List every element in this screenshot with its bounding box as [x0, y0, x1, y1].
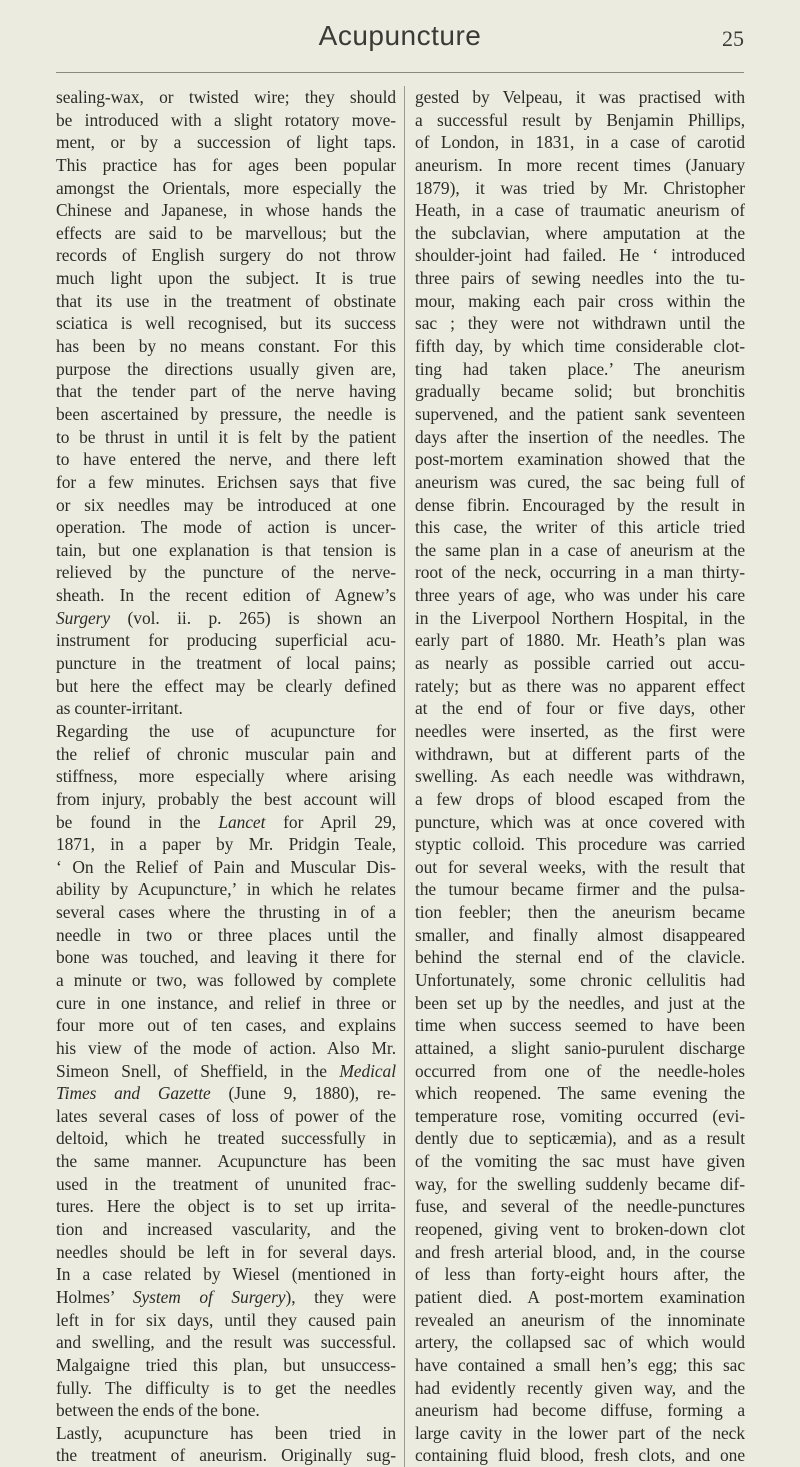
text-line: but here the effect may be clearly defined — [56, 675, 396, 696]
text-line: lates several cases of loss of power of the — [56, 1105, 396, 1126]
header-rule — [56, 72, 744, 73]
page-header — [56, 18, 744, 74]
text-line: aneurism was cured, the sac being full of — [415, 471, 745, 492]
text-line: a minute or two, was followed by complete — [56, 969, 396, 990]
text-line: needles should be left in for several days. — [56, 1241, 396, 1262]
text-line: cure in one instance, and relief in three or — [56, 992, 396, 1013]
text-line: Heath, in a case of traumatic aneurism of — [415, 200, 745, 221]
text-line: of London, in 1831, in a case of carotid — [415, 132, 745, 153]
text-line: tion feebler; then the aneurism became — [415, 902, 745, 923]
text-line: be introduced with a slight rotatory move- — [56, 109, 396, 130]
text-line: time when success seemed to have been — [415, 1015, 745, 1036]
text-line: bone was touched, and leaving it there for — [56, 947, 396, 968]
text-line: 1879), it was tried by Mr. Christopher — [415, 177, 745, 198]
text-line: to be thrust in until it is felt by the patient — [56, 426, 396, 447]
text-line: rately; but as there was no apparent effect — [415, 675, 745, 696]
text-line: relieved by the puncture of the nerve- — [56, 562, 396, 583]
right-text-column — [404, 86, 745, 1467]
text-line: sheath. In the recent edition of Agnew’s — [56, 585, 396, 606]
left-text-column — [56, 86, 396, 1467]
text-line: large cavity in the lower part of the neck — [415, 1422, 745, 1443]
text-line: a few drops of blood escaped from the — [415, 788, 745, 809]
text-line: days after the insertion of the needles. The — [415, 426, 745, 447]
text-line: sealing-wax, or twisted wire; they should — [56, 87, 396, 107]
text-line: Chinese and Japanese, in whose hands the — [56, 200, 396, 221]
text-line: 1871, in a paper by Mr. Pridgin Teale, — [56, 834, 396, 855]
text-line: root of the neck, occurring in a man thirty- — [415, 562, 745, 583]
text-line: this case, the writer of this article tried — [415, 517, 745, 538]
text-line: fifth day, by which time considerable clot- — [415, 336, 745, 357]
text-line: containing fluid blood, fresh clots, and one — [415, 1445, 745, 1466]
text-line: as counter-irritant. — [56, 698, 183, 719]
text-line: temperature rose, vomiting occurred (evi- — [415, 1105, 745, 1126]
text-line: swelling. As each needle was withdrawn, — [415, 766, 745, 787]
text-line: needles were inserted, as the first were — [415, 720, 745, 741]
text-line: three years of age, who was under his care — [415, 585, 745, 606]
text-line: four more out of ten cases, and explains — [56, 1015, 396, 1036]
text-line: several cases where the thrusting in of a — [56, 902, 396, 923]
text-line: stiffness, more especially where arising — [56, 766, 396, 787]
text-line: that the tender part of the nerve having — [56, 381, 396, 402]
text-line: to have entered the nerve, and there left — [56, 449, 396, 470]
text-line: occurred from one of the needle-holes — [415, 1060, 745, 1081]
text-line: the subclavian, where amputation at the — [415, 222, 745, 243]
text-line: of less than forty-eight hours after, the — [415, 1264, 745, 1285]
text-line: This practice has for ages been popular — [56, 154, 396, 175]
text-line: has been by no means constant. For this — [56, 336, 396, 357]
text-line: way, for the swelling suddenly became dif- — [415, 1173, 745, 1194]
text-line: sac ; they were not withdrawn until the — [415, 313, 745, 334]
text-line: tain, but one explanation is that tension is — [56, 539, 396, 560]
text-line: used in the treatment of ununited frac- — [56, 1173, 396, 1194]
text-line: ‘ On the Relief of Pain and Muscular Dis- — [56, 856, 396, 877]
text-line: and fresh arterial blood, and, in the course — [415, 1241, 745, 1262]
text-line: supervened, and the patient sank seventeen — [415, 403, 745, 424]
text-line: for a few minutes. Erichsen says that five — [56, 471, 396, 492]
text-line: from injury, probably the best account will — [56, 788, 396, 809]
text-line: reopened, giving vent to broken-down clot — [415, 1219, 745, 1240]
text-line: Surgery (vol. ii. p. 265) is shown an — [56, 607, 396, 628]
text-line: tion and increased vascularity, and the — [56, 1219, 396, 1240]
text-line: been ascertained by pressure, the needle is — [56, 403, 396, 424]
text-line: gested by Velpeau, it was practised with — [415, 87, 745, 107]
text-line: Lastly, acupuncture has been tried in — [56, 1422, 396, 1443]
text-line: have contained a small hen’s egg; this sac — [415, 1354, 745, 1375]
page-number: 25 — [722, 26, 744, 51]
text-line: at the end of four or five days, other — [415, 698, 745, 719]
text-line: fully. The difficulty is to get the needles — [56, 1377, 396, 1398]
text-line: had evidently recently given way, and the — [415, 1377, 745, 1398]
text-line: as nearly as possible carried out accu- — [415, 653, 745, 674]
text-line: Times and Gazette (June 9, 1880), re- — [56, 1083, 396, 1104]
text-line: Holmes’ System of Surgery), they were — [56, 1286, 396, 1307]
text-line: revealed an aneurism of the innominate — [415, 1309, 745, 1330]
text-line: Unfortunately, some chronic cellulitis had — [415, 969, 745, 990]
text-line: patient died. A post-mortem examination — [415, 1286, 745, 1307]
text-line: his view of the mode of action. Also Mr. — [56, 1037, 396, 1058]
text-line: the same manner. Acupuncture has been — [56, 1151, 396, 1172]
text-line: Regarding the use of acupuncture for — [56, 720, 396, 741]
text-line: sciatica is well recognised, but its success — [56, 313, 396, 334]
text-line: withdrawn, but at different parts of the — [415, 743, 745, 764]
text-line: which reopened. The same evening the — [415, 1083, 745, 1104]
text-line: much light upon the subject. It is true — [56, 268, 396, 289]
text-line: deltoid, which he treated successfully in — [56, 1128, 396, 1149]
text-line: gradually became solid; but bronchitis — [415, 381, 745, 402]
running-title: Acupuncture — [318, 20, 482, 51]
text-line: the same plan in a case of aneurism at the — [415, 539, 745, 560]
text-line: aneurism had become diffuse, forming a — [415, 1400, 745, 1421]
text-line: tures. Here the object is to set up irrita- — [56, 1196, 396, 1217]
text-line: left in for six days, until they caused pain — [56, 1309, 396, 1330]
text-line: three pairs of sewing needles into the tu- — [415, 268, 745, 289]
text-line: the relief of chronic muscular pain and — [56, 743, 396, 764]
text-line: In a case related by Wiesel (mentioned in — [56, 1264, 396, 1285]
text-line: that its use in the treatment of obstinate — [56, 290, 396, 311]
text-line: the treatment of aneurism. Originally sug- — [56, 1445, 396, 1466]
text-line: ting had taken place.’ The aneurism — [415, 358, 745, 379]
text-line: and swelling, and the result was successful. — [56, 1332, 396, 1353]
text-line: effects are said to be marvellous; but the — [56, 222, 396, 243]
text-line: attained, a slight sanio-purulent discharge — [415, 1037, 745, 1058]
text-line: or six needles may be introduced at one — [56, 494, 396, 515]
text-line: operation. The mode of action is uncer- — [56, 517, 396, 538]
text-line: in the Liverpool Northern Hospital, in the — [415, 607, 745, 628]
text-line: instrument for producing superficial acu- — [56, 630, 396, 651]
text-line: post-mortem examination showed that the — [415, 449, 745, 470]
text-line: early part of 1880. Mr. Heath’s plan was — [415, 630, 745, 651]
text-line: fuse, and several of the needle-punctures — [415, 1196, 745, 1217]
text-line: shoulder-joint had failed. He ‘ introduced — [415, 245, 745, 266]
text-line: between the ends of the bone. — [56, 1400, 260, 1421]
text-line: dense fibrin. Encouraged by the result in — [415, 494, 745, 515]
text-line: Malgaigne tried this plan, but unsuccess- — [56, 1354, 396, 1375]
text-line: the tumour became firmer and the pulsa- — [415, 879, 745, 900]
text-line: behind the sternal end of the clavicle. — [415, 947, 745, 968]
text-line: be found in the Lancet for April 29, — [56, 811, 396, 832]
text-line: ment, or by a succession of light taps. — [56, 132, 396, 153]
text-line: out for several weeks, with the result that — [415, 856, 745, 877]
text-line: Simeon Snell, of Sheffield, in the Medical — [56, 1060, 396, 1081]
text-line: puncture, which was at once covered with — [415, 811, 745, 832]
text-line: ability by Acupuncture,’ in which he relates — [56, 879, 396, 900]
text-line: records of English surgery do not throw — [56, 245, 396, 266]
text-line: purpose the directions usually given are, — [56, 358, 396, 379]
text-line: aneurism. In more recent times (January — [415, 154, 745, 175]
text-line: been set up by the needles, and just at the — [415, 992, 745, 1013]
text-line: dently due to septicæmia), and as a result — [415, 1128, 745, 1149]
text-line: styptic colloid. This procedure was carried — [415, 834, 745, 855]
text-line: mour, making each pair cross within the — [415, 290, 745, 311]
text-line: artery, the collapsed sac of which would — [415, 1332, 745, 1353]
text-line: smaller, and finally almost disappeared — [415, 924, 745, 945]
text-line: of the vomiting the sac must have given — [415, 1151, 745, 1172]
text-line: puncture in the treatment of local pains; — [56, 653, 396, 674]
text-line: a successful result by Benjamin Phillips, — [415, 109, 745, 130]
text-line: amongst the Orientals, more especially the — [56, 177, 396, 198]
text-line: needle in two or three places until the — [56, 924, 396, 945]
